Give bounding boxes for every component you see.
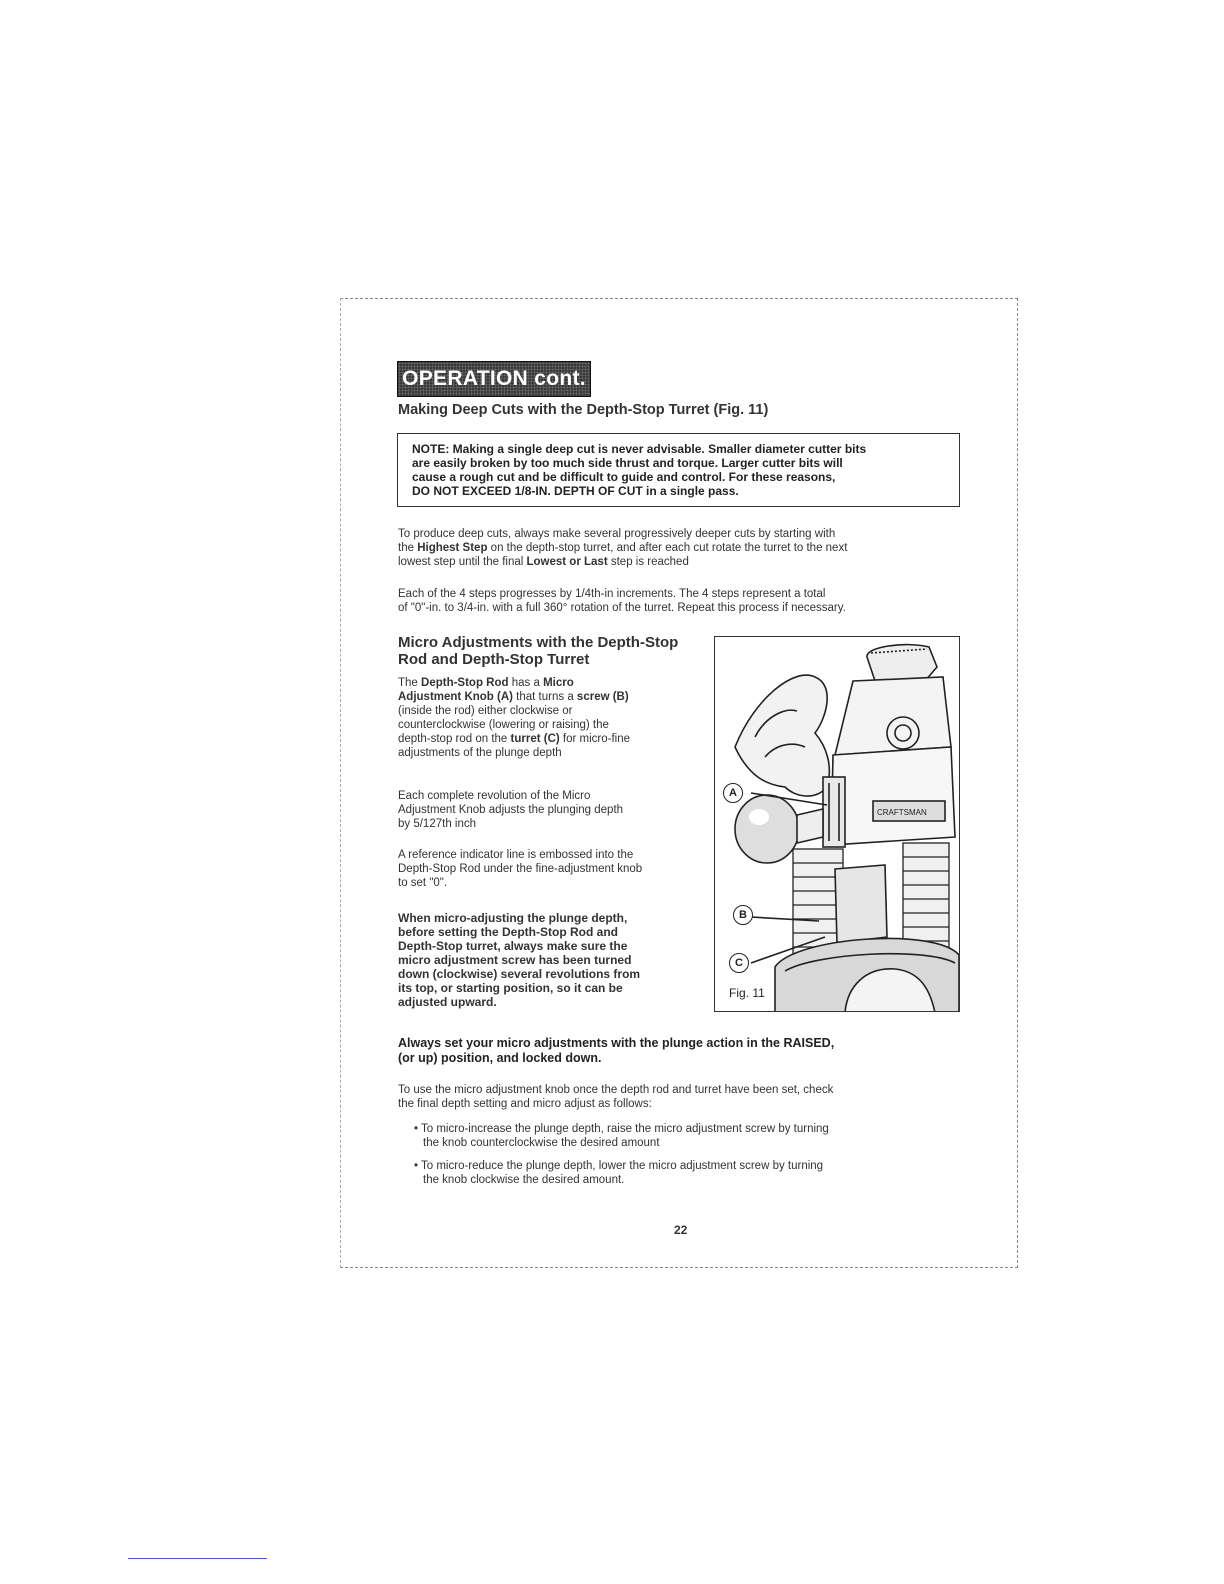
- text-line: adjustments of the plunge depth: [398, 747, 562, 759]
- text-line: its top, or starting position, so it can be: [398, 981, 623, 995]
- text-line: to set "0".: [398, 877, 448, 889]
- text-line: When micro-adjusting the plunge depth,: [398, 911, 628, 925]
- text-line: (inside the rod) either clockwise or: [398, 705, 573, 717]
- note-line: are easily broken by too much side thrust and torque. Larger cutter bits will: [412, 456, 843, 470]
- note-line: DO NOT EXCEED 1/8-IN. DEPTH OF CUT in a single pass.: [412, 484, 739, 498]
- deep-cuts-paragraph: [398, 527, 847, 569]
- text-run: has a: [508, 677, 544, 689]
- text-run: that turns a: [512, 691, 577, 703]
- text-line: before setting the Depth-Stop Rod and: [398, 925, 618, 939]
- text-line: [398, 541, 847, 555]
- deep-cuts-heading: Making Deep Cuts with the Depth-Stop Turret (Fig. 11): [398, 402, 769, 418]
- text-line: Each of the 4 steps progresses by 1/4th-in increments. The 4 steps represent a total: [398, 588, 826, 600]
- text-line: of "0"-in. to 3/4-in. with a full 360° rotation of the turret. Repeat this process if necessary.: [398, 602, 846, 614]
- text-run-bold: Highest Step: [417, 542, 488, 554]
- steps-paragraph: [398, 587, 846, 615]
- footer-rule: [128, 1558, 267, 1559]
- text-line: Depth-Stop Rod under the fine-adjustment knob: [398, 863, 643, 875]
- text-line: the final depth setting and micro adjust as follows:: [398, 1098, 652, 1110]
- brand-plate: CRAFTSMAN: [877, 808, 927, 817]
- text-line: • To micro-increase the plunge depth, raise the micro adjustment screw by turning: [414, 1123, 829, 1135]
- heading-line: Rod and Depth-Stop Turret: [398, 651, 590, 668]
- callout-c: C: [729, 953, 749, 973]
- text-line: Depth-Stop turret, always make sure the: [398, 939, 628, 953]
- text-run: lowest step until the final: [398, 556, 527, 568]
- text-run-bold: Micro: [543, 677, 574, 689]
- list-item: [414, 1122, 829, 1150]
- micro-paragraph-1: [398, 676, 630, 760]
- note-box: [397, 433, 960, 507]
- text-run: The: [398, 677, 422, 689]
- text-line: by 5/127th inch: [398, 818, 477, 830]
- list-item: [414, 1159, 829, 1187]
- usage-paragraph: [398, 1083, 833, 1111]
- text-run: step is reached: [607, 556, 689, 568]
- text-line: [398, 555, 847, 569]
- text-run-bold: turret (C): [510, 733, 560, 745]
- text-line: the knob clockwise the desired amount.: [423, 1174, 625, 1186]
- text-run-bold: Depth-Stop Rod: [421, 677, 509, 689]
- text-line: [398, 732, 630, 746]
- micro-heading: [398, 634, 678, 668]
- section-banner: OPERATION cont.: [397, 361, 591, 397]
- text-line: (or up) position, and locked down.: [398, 1051, 602, 1065]
- text-run-bold: Lowest or Last: [526, 556, 608, 568]
- router-figure: [714, 636, 960, 1012]
- note-line: cause a rough cut and be difficult to guide and control. For these reasons,: [412, 470, 836, 484]
- text-run: for micro-fine: [559, 733, 631, 745]
- text-line: the knob counterclockwise the desired amount: [423, 1137, 660, 1149]
- instruction-list: [414, 1122, 829, 1196]
- text-run-bold: screw (B): [576, 691, 629, 703]
- heading-line: Micro Adjustments with the Depth-Stop: [398, 634, 679, 651]
- text-run: the: [398, 542, 418, 554]
- text-line: Adjustment Knob adjusts the plunging depth: [398, 804, 624, 816]
- callout-b: B: [733, 905, 753, 925]
- text-line: • To micro-reduce the plunge depth, lower the micro adjustment screw by turning: [414, 1160, 824, 1172]
- always-note: [398, 1036, 834, 1066]
- text-run-bold: Adjustment Knob (A): [398, 691, 513, 703]
- figure-caption: Fig. 11: [729, 986, 765, 1000]
- text-run: on the depth-stop turret, and after each cut rotate the turret to the next: [487, 542, 848, 554]
- text-line: micro adjustment screw has been turned: [398, 953, 632, 967]
- callout-a: A: [723, 783, 743, 803]
- text-line: Each complete revolution of the Micro: [398, 790, 591, 802]
- text-line: Always set your micro adjustments with the plunge action in the RAISED,: [398, 1036, 835, 1050]
- text-line: To produce deep cuts, always make several progressively deeper cuts by starting with: [398, 528, 836, 540]
- text-line: A reference indicator line is embossed into the: [398, 849, 634, 861]
- micro-paragraph-3: [398, 848, 642, 890]
- text-line: down (clockwise) several revolutions from: [398, 967, 641, 981]
- page-number: 22: [674, 1223, 688, 1237]
- text-line: counterclockwise (lowering or raising) the: [398, 719, 609, 731]
- micro-paragraph-2: [398, 789, 623, 831]
- text-line: [398, 676, 630, 690]
- note-line: NOTE: Making a single deep cut is never advisable. Smaller diameter cutter bits: [412, 442, 867, 456]
- text-line: [398, 690, 630, 704]
- text-run: depth-stop rod on the: [398, 733, 511, 745]
- text-line: To use the micro adjustment knob once the depth rod and turret have been set, check: [398, 1084, 834, 1096]
- micro-warning: [398, 911, 640, 1009]
- router-illustration: [715, 637, 960, 1012]
- text-line: adjusted upward.: [398, 995, 497, 1009]
